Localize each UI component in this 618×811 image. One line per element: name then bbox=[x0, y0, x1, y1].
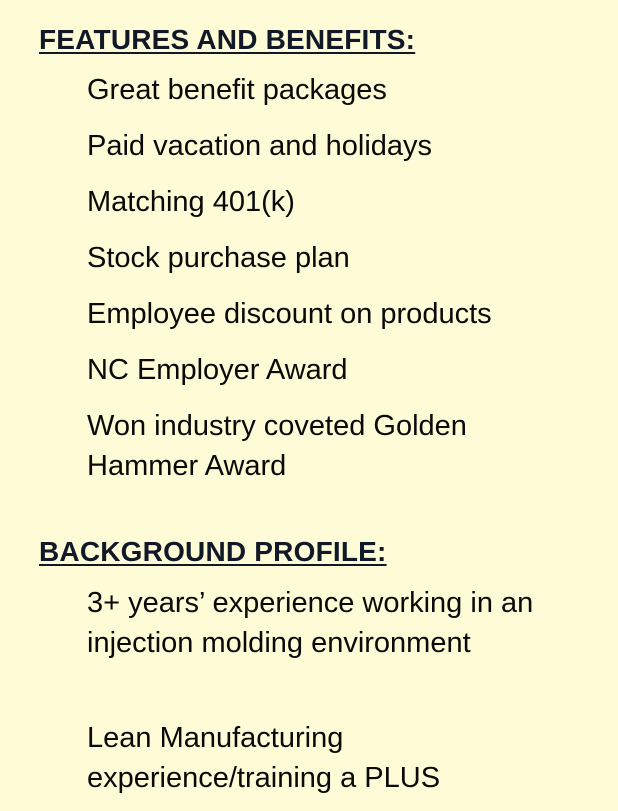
feature-item-nc-employer-award: NC Employer Award bbox=[87, 354, 348, 386]
feature-item-golden-hammer-award: Won industry coveted Golden Hammer Award bbox=[87, 410, 467, 482]
background-heading: BACKGROUND PROFILE: bbox=[39, 536, 387, 567]
feature-item-stock-purchase: Stock purchase plan bbox=[87, 242, 350, 274]
feature-item-benefit-packages: Great benefit packages bbox=[87, 74, 387, 106]
background-item-injection-molding: 3+ years’ experience working in an injection molding environment bbox=[87, 587, 534, 659]
feature-item-paid-vacation: Paid vacation and holidays bbox=[87, 130, 433, 162]
background-item-lean-manufacturing: Lean Manufacturing experience/training a PLUS bbox=[87, 722, 441, 794]
features-heading: FEATURES AND BENEFITS: bbox=[39, 24, 416, 55]
feature-item-matching-401k: Matching 401(k) bbox=[87, 186, 295, 218]
feature-item-employee-discount: Employee discount on products bbox=[87, 298, 492, 330]
